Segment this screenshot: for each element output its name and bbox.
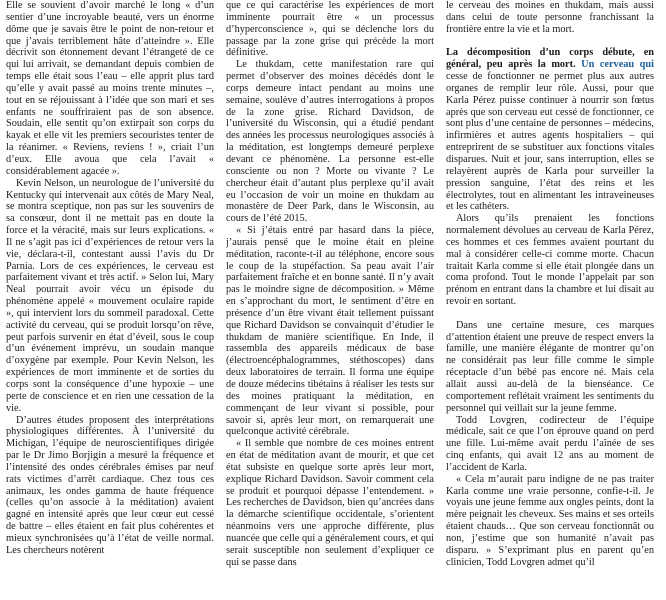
paragraph: Alors qu’ils prenaient les fonctions normalement dévolues au cerveau de Karla Pérez, ces hommes et ces femmes avaient pourtant du mal à considérer celle-ci comme morte. Chacun traitait Karla comme si elle était plongée dans un coma profond. Tout le monde l’appelait par son prénom en entrant dans la chambre et lui disait au revoir en sortant. <box>446 213 654 308</box>
paragraph: Elle se souvient d’avoir marché le long « d’un sentier d’une incroyable beauté, vers un énorme dôme que je savais être le point de non-retour et que j’avais terriblement hâte d’atteindre ». Elle décrivit son étonnement devant l’étrangeté de ce qui lui arrivait, se demandant depuis combien de temps elle était sous l’eau – elle apprit plus tard qu’elle y avait passé au moins trente minutes –, tout en se réjouissant à l’idée que son mari et ses enfants ne souffriraient pas de son absence. Soudain, elle sentit qu’on extirpait son corps du kayak et elle vit les premiers secouristes tenter de la réanimer. « Reviens, reviens ! », criait l’un d’eux. Elle avoua que cela l’avait « considérablement agacée ». <box>6 0 214 177</box>
text-column-2 <box>226 0 434 600</box>
paragraph: Kevin Nelson, un neurologue de l’université du Kentucky qui intervenait aux côtés de Mary Neal, se montra sceptique, non pas sur les souvenirs de sa consœur, dont il ne mettait pas en doute la force et la véracité, mais sur leurs explications. « Il ne s’agit pas ici d’expériences de retour vers la vie, déclara-t-il, contestant aussi l’avis du Dr Parnia. Lors de ces expériences, le cerveau est parfaitement vivant et très actif. » Selon lui, Mary Neal pourrait avoir vécu un épisode du phénomène appelé « mouvement oculaire rapide », qui intervient lors du sommeil paradoxal. Cette activité du cerveau, qui se produit lorsqu’on rêve, peut parfois survenir en état d’éveil, sous le coup d’un événement imprévu, un soudain manque d’oxygène par exemple. Pour Kevin Nelson, les expériences de mort imminente et de sorties du corps sont la conséquence d’une hypoxie – une perte de conscience et en rien une cessation de la vie. <box>6 177 214 414</box>
paragraph: « Si j’étais entré par hasard dans la pièce, j’aurais pensé que le moine était en pleine méditation, raconte-t-il au téléphone, encore sous le coup de la stupéfaction. Sa peau avait l’air parfaitement fraîche et en bonne santé. Il n’y avait pas le moindre signe de décomposition. » Même en s’approchant du mort, le sentiment d’être en présence d’un être vivant était tellement puissant que Richard Davidson se convainquit d’étudier le thukdam de manière scientifique. En Inde, il rassembla des appareils médicaux de base (électroencéphalogrammes, stéthoscopes) dans deux laboratoires de terrain. Il forma une équipe de douze médecins tibétains à réaliser les tests sur des moines pratiquant la méditation, en commençant de leur vivant si possible, pour savoir si, après leur mort, on remarquerait une quelconque activité cérébrale. <box>226 225 434 438</box>
paragraph: Dans une certaine mesure, ces marques d’attention étaient une preuve de respect envers la famille, une manière élégante de montrer qu’on ne considérait pas leur fille comme le simple réceptacle d’un bébé pas encore né. Mais cela allait aussi au-delà de la bienséance. Ce comportement reflétait vraiment les sentiments du personnel qui veillait sur la jeune femme. <box>446 319 654 414</box>
text-column-1 <box>6 0 214 600</box>
text-column-3 <box>446 0 654 600</box>
paragraph: « Il semble que nombre de ces moines entrent en état de méditation avant de mourir, et que cet état subsiste en quelque sorte après leur mort, explique Richard Davidson. Savoir comment cela se produit et pourquoi dépasse l’entendement. » Les recherches de Davidson, bien qu’ancrées dans la démarche scientifique occidentale, s’orientent néanmoins vers une approche différente, plus nuancée que celle qui a généralement cours, et qui serait susceptible non seulement d’expliquer ce qui se passe dans <box>226 438 434 568</box>
section-body: cesse de fonctionner ne permet plus aux autres organes de remplir leur rôle. Aussi, pour que Karla Pérez puisse continuer à nourrir son fœtus après que son cerveau eut cessé de fonctionner, ce sont plus d’une centaine de personnes – médecins, infirmières et autres agents hospitaliers – qui entreprirent de se substituer aux fonctions vitales disparues. Nuit et jour, sans interruption, elles se relayèrent auprès de Karla pour surveiller la pression sanguine, l’état des reins et les électrolytes, tout en alimentant les intraveineuses et les cathéters. <box>446 71 654 213</box>
paragraph: « Cela m’aurait paru indigne de ne pas traiter Karla comme une vraie personne, confie-t-il. Je voyais une jeune femme aux ongles peints, dont la mère peignait les cheveux. Ses mains et ses orteils étaient chauds… Que son cerveau fonctionnât ou non, j’estime que son humanité n’avait pas disparu. » S’exprimant plus en parent qu’en clinicien, Todd Lovgren admet qu’il <box>446 473 654 568</box>
paragraph: le cerveau des moines en thukdam, mais aussi dans celui de toute personne franchissant la frontière entre la vie et la mort. <box>446 0 654 35</box>
paragraph: Todd Lovgren, codirecteur de l’équipe médicale, sait ce que l’on éprouve quand on perd une fille. Lui-même avait perdu l’aînée de ses cinq enfants, qui avait 12 ans au moment de l’accident de Karla. <box>446 414 654 473</box>
section-lead: La décomposition d’un corps débute, en général, peu après la mort. <box>446 47 654 71</box>
section-lead-accent: Un cerveau qui <box>575 59 654 71</box>
paragraph: Le thukdam, cette manifestation rare qui permet d’observer des moines décédés dont le corps demeure intact pendant au moins une semaine, soulève d’autres interrogations à propos de la zone grise. Richard Davidson, de l’université du Wisconsin, qui a étudié pendant des années les processus neurologiques associés à la méditation, est longtemps demeuré perplexe devant ce phénomène. La personne est-elle consciente ou non ? Morte ou vivante ? Le chercheur était d’autant plus perplexe qu’il avait eu l’occasion de voir un moine en thukdam au monastère de Deer Park, dans le Wisconsin, au cours de l’été 2015. <box>226 59 434 225</box>
section-paragraph <box>446 47 654 213</box>
paragraph: que ce qui caractérise les expériences de mort imminente pourrait être « un processus d’hyperconscience », qui se déclenche lors du passage par la zone grise qui précède la mort définitive. <box>226 0 434 59</box>
paragraph: D’autres études proposent des interprétations physiologiques différentes. À l’université du Michigan, l’équipe de neuroscientifiques dirigée par le Dr Jimo Borjigin a mesuré la fréquence et l’intensité des ondes cérébrales émises par neuf rats victimes d’arrêt cardiaque. Chez tous ces animaux, les ondes gamma de haute fréquence (celles qu’on associe à la méditation) avaient gagné en intensité après que leur cœur eut cessé de battre – elles étaient en fait plus cohérentes et mieux synchronisées qu’à l’état de veille normal. Les chercheurs notèrent <box>6 414 214 556</box>
